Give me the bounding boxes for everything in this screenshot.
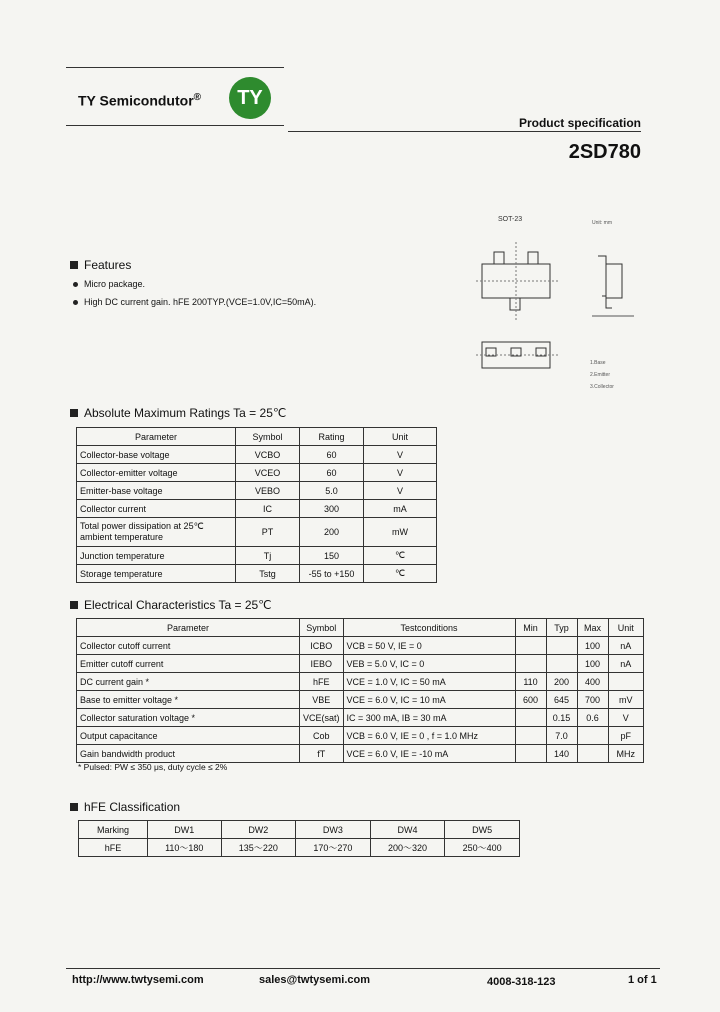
table-cell: Total power dissipation at 25℃ ambient temperature (77, 518, 236, 547)
abs-max-title: Absolute Maximum Ratings Ta = 25℃ (84, 406, 287, 420)
table-cell: DW5 (445, 821, 520, 839)
hfe-table (78, 820, 520, 857)
table-cell: 250～400 (445, 839, 520, 857)
pin-2-label: 2.Emitter (590, 372, 611, 378)
table-cell: 5.0 (300, 482, 364, 500)
elec-table (76, 618, 644, 763)
brand-name (78, 92, 201, 109)
table-cell: 700 (577, 691, 608, 709)
square-bullet-icon (70, 601, 78, 609)
table-cell: V (364, 464, 437, 482)
table-cell: VCE = 6.0 V, IE = -10 mA (343, 745, 515, 763)
table-cell: 110～180 (148, 839, 222, 857)
column-header: Parameter (77, 428, 236, 446)
feature-text: Micro package. (84, 279, 146, 289)
table-cell (515, 637, 546, 655)
table-cell: Gain bandwidth product (77, 745, 300, 763)
table-cell: Emitter cutoff current (77, 655, 300, 673)
table-cell: Collector saturation voltage * (77, 709, 300, 727)
table-cell: 645 (546, 691, 577, 709)
table-cell: ℃ (364, 565, 437, 583)
table-row (77, 655, 644, 673)
table-header-row (77, 619, 644, 637)
column-header: Typ (546, 619, 577, 637)
table-cell: hFE (79, 839, 148, 857)
footer-rule (66, 968, 660, 969)
table-cell (546, 655, 577, 673)
table-cell: VEB = 5.0 V, IC = 0 (343, 655, 515, 673)
table-cell: 60 (300, 446, 364, 464)
table-cell: VCE = 6.0 V, IC = 10 mA (343, 691, 515, 709)
dot-bullet-icon (73, 282, 78, 287)
table-cell: IC = 300 mA, IB = 30 mA (343, 709, 515, 727)
pulsed-footnote: * Pulsed: PW ≤ 350 μs, duty cycle ≤ 2% (78, 762, 228, 772)
table-cell: 200 (300, 518, 364, 547)
table-cell: Junction temperature (77, 547, 236, 565)
table-cell: 100 (577, 637, 608, 655)
table-cell (515, 745, 546, 763)
column-header: Min (515, 619, 546, 637)
table-cell: nA (608, 637, 643, 655)
table-row (77, 565, 437, 583)
table-row (77, 482, 437, 500)
table-cell: VCEO (236, 464, 300, 482)
table-cell: 300 (300, 500, 364, 518)
phone-number: 4008-318-123 (487, 976, 556, 988)
table-cell: mV (608, 691, 643, 709)
column-header: Unit (608, 619, 643, 637)
table-cell: -55 to +150 (300, 565, 364, 583)
table-cell: IEBO (300, 655, 344, 673)
hfe-title: hFE Classification (84, 800, 181, 814)
square-bullet-icon (70, 803, 78, 811)
table-cell: hFE (300, 673, 344, 691)
table-cell: Storage temperature (77, 565, 236, 583)
table-cell (515, 655, 546, 673)
table-cell (608, 673, 643, 691)
table-cell: ℃ (364, 547, 437, 565)
table-cell: VCBO (236, 446, 300, 464)
column-header: Unit (364, 428, 437, 446)
table-cell: DC current gain * (77, 673, 300, 691)
table-cell (515, 709, 546, 727)
table-cell: IC (236, 500, 300, 518)
page-number: 1 of 1 (628, 974, 657, 986)
table-cell: DW1 (148, 821, 222, 839)
table-cell: 0.15 (546, 709, 577, 727)
table-row (77, 727, 644, 745)
feature-text: High DC current gain. hFE 200TYP.(VCE=1.0V,IC=50mA). (84, 297, 317, 307)
column-header: Max (577, 619, 608, 637)
brand-text: TY Semicondutor (78, 92, 194, 109)
table-cell: DW2 (221, 821, 296, 839)
table-cell: DW3 (296, 821, 371, 839)
table-cell: V (364, 446, 437, 464)
abs-max-heading (70, 406, 286, 420)
column-header: Testconditions (343, 619, 515, 637)
table-cell: Collector current (77, 500, 236, 518)
table-cell: Base to emitter voltage * (77, 691, 300, 709)
column-header: Symbol (236, 428, 300, 446)
feature-item (73, 279, 145, 289)
feature-item (73, 297, 316, 307)
table-cell: pF (608, 727, 643, 745)
table-cell (577, 727, 608, 745)
table-cell: Emitter-base voltage (77, 482, 236, 500)
table-row (77, 673, 644, 691)
table-cell: PT (236, 518, 300, 547)
table-row (77, 637, 644, 655)
table-cell: Marking (79, 821, 148, 839)
table-cell: DW4 (370, 821, 445, 839)
table-header-row (77, 428, 437, 446)
table-row (77, 709, 644, 727)
table-cell: fT (300, 745, 344, 763)
table-cell: VEBO (236, 482, 300, 500)
hfe-heading (70, 800, 180, 814)
table-cell: Tj (236, 547, 300, 565)
table-cell: 140 (546, 745, 577, 763)
table-cell: 7.0 (546, 727, 577, 745)
elec-heading (70, 598, 272, 612)
table-cell: ICBO (300, 637, 344, 655)
table-cell: 135～220 (221, 839, 296, 857)
table-cell: 110 (515, 673, 546, 691)
table-cell: 0.6 (577, 709, 608, 727)
company-logo (229, 77, 271, 119)
table-cell (515, 727, 546, 745)
table-cell: 200～320 (370, 839, 445, 857)
header-top-rule (66, 67, 284, 68)
package-unit: Unit: mm (592, 220, 612, 226)
table-row (77, 745, 644, 763)
abs-max-table (76, 427, 437, 583)
table-cell: 400 (577, 673, 608, 691)
table-cell: Collector cutoff current (77, 637, 300, 655)
elec-title: Electrical Characteristics Ta = 25℃ (84, 598, 272, 612)
table-cell: VCB = 50 V, IE = 0 (343, 637, 515, 655)
table-cell: V (608, 709, 643, 727)
table-row (77, 500, 437, 518)
table-cell: Output capacitance (77, 727, 300, 745)
table-cell: 60 (300, 464, 364, 482)
table-row (79, 839, 520, 857)
table-cell: Tstg (236, 565, 300, 583)
square-bullet-icon (70, 409, 78, 417)
table-cell (546, 637, 577, 655)
table-cell: mW (364, 518, 437, 547)
column-header: Parameter (77, 619, 300, 637)
table-cell: mA (364, 500, 437, 518)
table-row (77, 464, 437, 482)
website-link[interactable]: http://www.twtysemi.com (72, 974, 204, 986)
table-cell (577, 745, 608, 763)
table-cell: 200 (546, 673, 577, 691)
table-cell: 100 (577, 655, 608, 673)
table-cell: nA (608, 655, 643, 673)
table-cell: VCB = 6.0 V, IE = 0 , f = 1.0 MHz (343, 727, 515, 745)
table-row (77, 691, 644, 709)
table-cell: Cob (300, 727, 344, 745)
package-title: SOT-23 (498, 216, 523, 223)
table-cell: Collector-base voltage (77, 446, 236, 464)
header-right-rule (288, 131, 641, 132)
pin-1-label: 1.Base (590, 360, 606, 366)
pin-3-label: 3.Collector (590, 384, 614, 390)
column-header: Rating (300, 428, 364, 446)
features-title: Features (84, 258, 132, 272)
table-cell: V (364, 482, 437, 500)
table-header-row (79, 821, 520, 839)
table-row (77, 547, 437, 565)
table-cell: VCE = 1.0 V, IC = 50 mA (343, 673, 515, 691)
features-heading (70, 258, 131, 272)
table-cell: 170～270 (296, 839, 371, 857)
dot-bullet-icon (73, 300, 78, 305)
table-cell: MHz (608, 745, 643, 763)
table-cell: VBE (300, 691, 344, 709)
email-link[interactable]: sales@twtysemi.com (259, 974, 370, 986)
part-number: 2SD780 (568, 141, 641, 163)
table-cell: Collector-emitter voltage (77, 464, 236, 482)
logo-text: TY (237, 86, 263, 109)
header-left-rule (66, 125, 284, 126)
table-row (77, 446, 437, 464)
table-cell: 150 (300, 547, 364, 565)
square-bullet-icon (70, 261, 78, 269)
table-cell: VCE(sat) (300, 709, 344, 727)
package-outline-drawing (466, 212, 646, 392)
column-header: Symbol (300, 619, 344, 637)
table-cell: 600 (515, 691, 546, 709)
product-spec-label: Product specification (518, 116, 641, 130)
table-row (77, 518, 437, 547)
registered-mark: ® (193, 92, 202, 103)
